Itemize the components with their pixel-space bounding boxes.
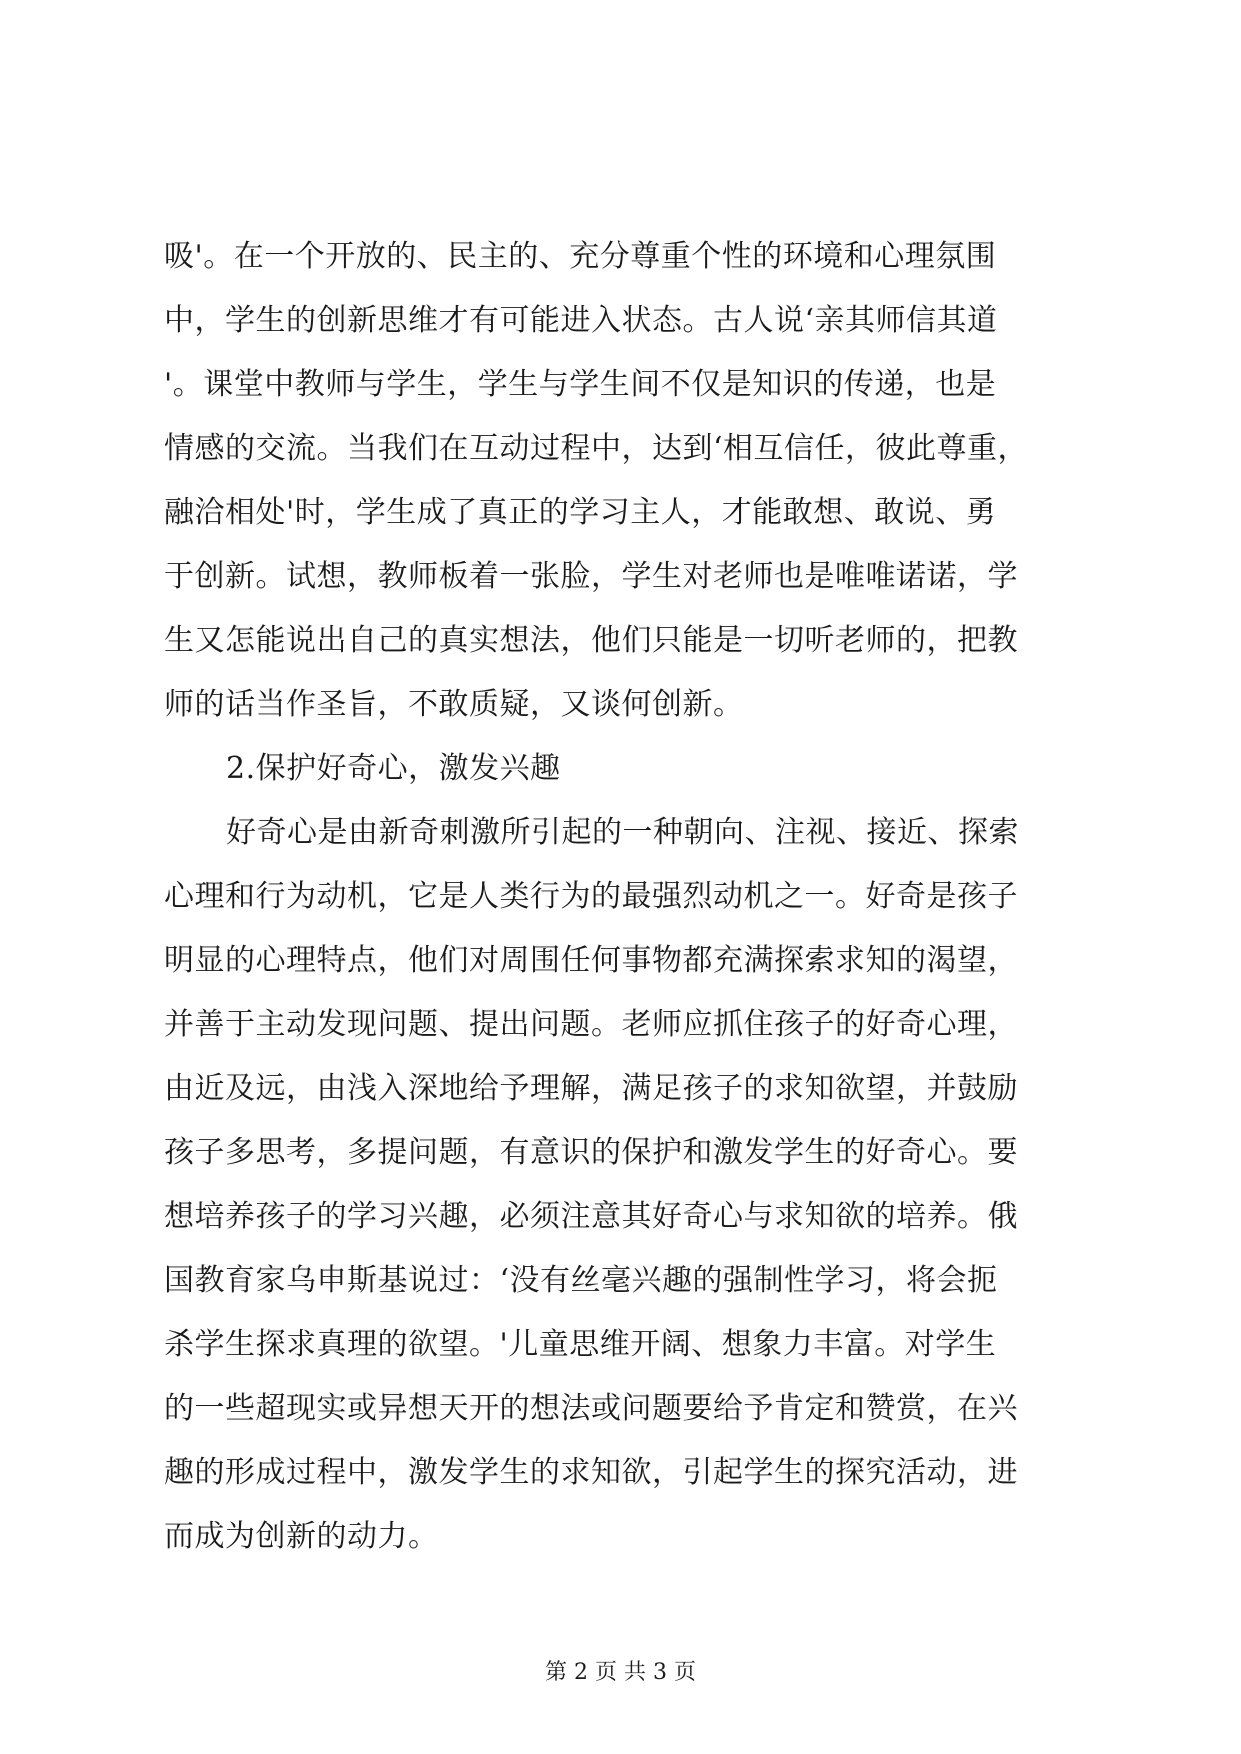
text-line: 吸'。在一个开放的、民主的、充分尊重个性的环境和心理氛围: [164, 239, 997, 274]
text-line: 的一些超现实或异想天开的想法或问题要给予肯定和赞赏，在兴: [164, 1391, 1018, 1426]
text-line: 中，学生的创新思维才有可能进入状态。古人说‘亲其师信其道: [164, 303, 998, 338]
text-line: '。课堂中教师与学生，学生与学生间不仅是知识的传递，也是: [164, 367, 997, 402]
body-text: [164, 225, 1084, 1569]
text-line: 国教育家乌申斯基说过：‘没有丝毫兴趣的强制性学习，将会扼: [164, 1263, 998, 1298]
text-line: 心理和行为动机，它是人类行为的最强烈动机之一。好奇是孩子: [164, 879, 1018, 914]
text-line: 孩子多思考，多提问题，有意识的保护和激发学生的好奇心。要: [164, 1135, 1018, 1170]
text-line: 由近及远，由浅入深地给予理解，满足孩子的求知欲望，并鼓励: [164, 1071, 1018, 1106]
text-line: 而成为创新的动力。: [164, 1519, 439, 1554]
text-line: 并善于主动发现问题、提出问题。老师应抓住孩子的好奇心理，: [164, 1007, 1018, 1042]
text-line: 想培养孩子的学习兴趣，必须注意其好奇心与求知欲的培养。俄: [164, 1199, 1018, 1234]
text-line: 明显的心理特点，他们对周围任何事物都充满探索求知的渴望，: [164, 943, 1018, 978]
text-line: 好奇心是由新奇刺激所引起的一种朝向、注视、接近、探索: [226, 815, 1019, 850]
section-heading: 2.保护好奇心，激发兴趣: [226, 751, 561, 786]
text-line: 情感的交流。当我们在互动过程中，达到‘相互信任，彼此尊重，: [164, 431, 1029, 466]
text-line: 杀学生探求真理的欲望。'儿童思维开阔、想象力丰富。对学生: [164, 1327, 997, 1362]
page-number-footer: 第 2 页 共 3 页: [545, 1660, 696, 1685]
text-line: 趣的形成过程中，激发学生的求知欲，引起学生的探究活动，进: [164, 1455, 1018, 1490]
text-line: 师的话当作圣旨，不敢质疑，又谈何创新。: [164, 687, 744, 722]
text-line: 于创新。试想，教师板着一张脸，学生对老师也是唯唯诺诺，学: [164, 559, 1018, 594]
text-line: 生又怎能说出自己的真实想法，他们只能是一切听老师的，把教: [164, 623, 1018, 658]
text-line: 融洽相处'时，学生成了真正的学习主人，才能敢想、敢说、勇: [164, 495, 997, 530]
